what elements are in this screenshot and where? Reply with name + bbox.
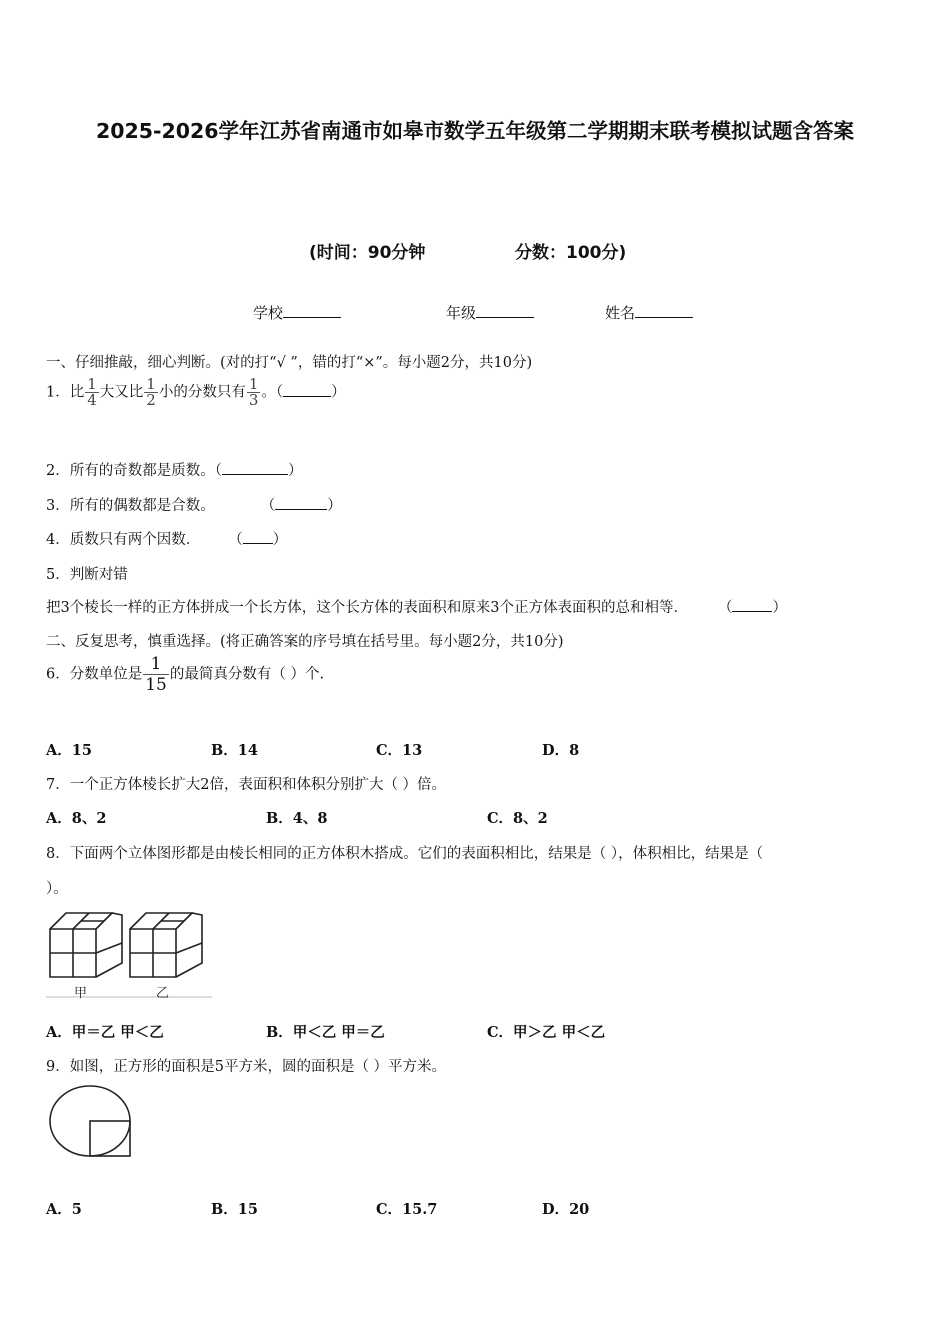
question-3: [46, 494, 342, 515]
school-label: 学校: [253, 304, 284, 322]
question-4: [46, 528, 287, 549]
fraction: $\frac{1}{3}$: [248, 375, 259, 409]
fraction: $\frac{1}{4}$: [87, 375, 97, 409]
q1-close: ）: [331, 384, 346, 401]
answer-blank[interactable]: [243, 529, 273, 544]
option-b[interactable]: B．甲＜乙 甲＝乙: [266, 1024, 385, 1041]
question-9: 9．如图，正方形的面积是5平方米，圆的面积是（ ）平方米。: [46, 1059, 447, 1075]
question-8-line2: ）。: [46, 881, 68, 897]
option-b[interactable]: B．14: [211, 742, 258, 759]
school-blank[interactable]: [283, 303, 341, 318]
question-6: [46, 654, 324, 695]
q3-text: 3．所有的偶数都是合数。: [46, 498, 215, 514]
option-a[interactable]: A．5: [46, 1201, 82, 1218]
option-d[interactable]: D．20: [542, 1201, 590, 1218]
option-c[interactable]: C．15.7: [376, 1201, 438, 1218]
question-2: [46, 459, 302, 480]
answer-blank[interactable]: [275, 495, 327, 510]
option-c[interactable]: C．13: [376, 742, 423, 759]
option-a[interactable]: A．15: [46, 742, 92, 759]
q6-suffix: 的最简真分数有（ ）个.: [169, 666, 325, 683]
q4-open: （: [228, 532, 243, 548]
section-1-heading: 一、仔细推敲，细心判断。(对的打“√ ”，错的打“×”。每小题2分，共10分): [46, 355, 533, 371]
q6-prefix: 6．分数单位是: [46, 666, 143, 683]
q5-close: ）: [772, 600, 787, 616]
name-field: [605, 302, 693, 323]
question-5-title: 5．判断对错: [46, 567, 128, 583]
question-1: [46, 377, 346, 408]
q3-open: （: [260, 498, 276, 514]
fraction: $\frac{1}{15}$: [145, 654, 167, 695]
q1-suffix: 。（: [261, 384, 284, 401]
school-field: [253, 302, 341, 323]
question-7: 7．一个正方体棱长扩大2倍，表面积和体积分别扩大（ ）倍。: [46, 777, 447, 793]
option-c[interactable]: C．8、2: [487, 810, 548, 827]
circle-square-figure: [46, 1084, 136, 1164]
q2-text: 2．所有的奇数都是质数。（: [46, 463, 222, 479]
label-jia: 甲: [74, 986, 88, 1001]
name-label: 姓名: [605, 304, 636, 322]
q4-close: ）: [272, 532, 288, 548]
q5-text: 把3个棱长一样的正方体拼成一个长方体，这个长方体的表面积和原来3个正方体表面积的总和相等．: [46, 600, 688, 616]
grade-field: [446, 302, 534, 323]
name-blank[interactable]: [635, 303, 693, 318]
question-8-line1: 8．下面两个立体图形都是由棱长相同的正方体积木搭成。它们的表面积相比，结果是（ ），体积相比，结果是（: [46, 846, 764, 862]
q4-text: 4．质数只有两个因数．: [46, 532, 201, 548]
q1-prefix: 1．比: [46, 384, 85, 401]
q1-mid1: 大又比: [99, 384, 144, 401]
time-label: (时间：90分钟: [309, 243, 426, 263]
q3-close: ）: [327, 498, 342, 514]
figure-yi-cubes: [130, 913, 202, 977]
answer-blank[interactable]: [222, 460, 288, 475]
section-2-heading: 二、反复思考，慎重选择。(将正确答案的序号填在括号里。每小题2分，共10分): [46, 634, 564, 650]
option-b[interactable]: B．4、8: [266, 810, 328, 827]
cube-figures: [44, 905, 214, 1005]
label-yi: 乙: [156, 986, 170, 1001]
page-title: 2025-2026学年江苏省南通市如皋市数学五年级第二学期期末联考模拟试题含答案: [95, 119, 855, 143]
q5-open: （: [717, 600, 733, 616]
option-d[interactable]: D．8: [542, 742, 580, 759]
score-label: 分数：100分): [515, 243, 627, 263]
q1-mid2: 小的分数只有: [158, 384, 246, 401]
fraction: $\frac{1}{2}$: [146, 375, 156, 409]
grade-blank[interactable]: [476, 303, 534, 318]
question-5-text: [46, 596, 787, 617]
q2-close: ）: [287, 463, 303, 479]
option-a[interactable]: A．甲＝乙 甲＜乙: [46, 1024, 164, 1041]
answer-blank[interactable]: [283, 382, 331, 397]
answer-blank[interactable]: [732, 597, 772, 612]
option-b[interactable]: B．15: [211, 1201, 258, 1218]
option-c[interactable]: C．甲＞乙 甲＜乙: [487, 1024, 606, 1041]
grade-label: 年级: [446, 304, 477, 322]
figure-jia-cubes: [50, 913, 122, 977]
option-a[interactable]: A．8、2: [46, 810, 107, 827]
